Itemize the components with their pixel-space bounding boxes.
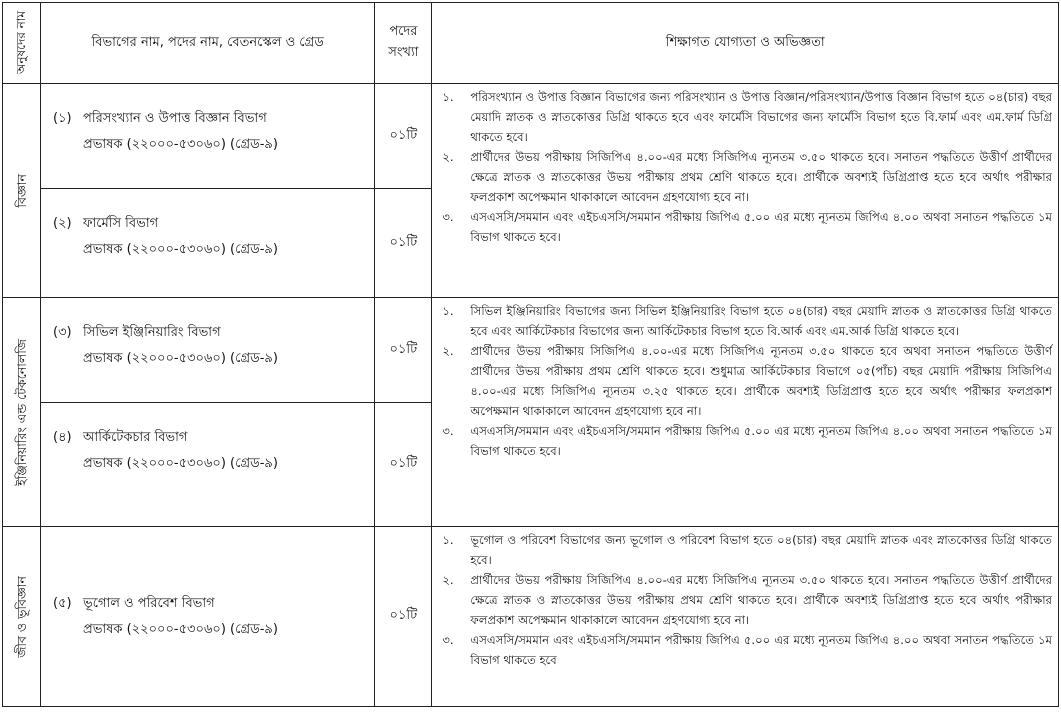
requirement-item xyxy=(442,530,1052,570)
requirement-text: ভূগোল ও পরিবেশ বিভাগের জন্য ভূগোল ও পরিবেশ বিভাগ হতে ০৪(চার) বছর মেয়াদি স্নাতক এবং স্নাতকোত্তর ডিগ্রি থাকতে হবে। xyxy=(470,533,1052,567)
requirement-list xyxy=(442,87,1052,247)
requirement-item xyxy=(442,87,1052,147)
requirement-list xyxy=(442,530,1052,670)
requirement-number: ১. xyxy=(442,533,454,547)
department-header: বিভাগের নাম, পদের নাম, বেতনস্কেল ও গ্রেড xyxy=(41,3,375,84)
post-count: ০১টি xyxy=(375,189,432,298)
department-name: ফার্মেসি বিভাগ xyxy=(83,216,159,231)
requirement-item xyxy=(442,630,1052,670)
post-count: ০১টি xyxy=(375,298,432,403)
department-number: (৩) xyxy=(53,325,72,340)
faculty-header-label: অনুষদের নাম xyxy=(13,11,28,75)
department-name-line xyxy=(53,320,366,346)
requirement-item xyxy=(442,301,1052,341)
department-number: (১) xyxy=(53,111,72,126)
job-requirements-table xyxy=(2,2,1059,707)
requirement-item xyxy=(442,147,1052,207)
requirement-text: সিভিল ইঞ্জিনিয়ারিং বিভাগের জন্য সিভিল ইঞ্জিনিয়ারিং বিভাগ হতে ০৪(চার) বছর মেয়াদি স্নাতক ও স্নাতকোত্তর ডিগ্রি থাকতে হবে এবং আর্কিটেকচার বিভাগের জন্য আর্কিটেকচার বিভাগ হতে বি.আর্ক এবং এম.আর্ক ডিগ্রি থাকতে হবে। xyxy=(470,304,1052,338)
department-cell xyxy=(41,298,375,403)
requirement-text: প্রার্থীদের উভয় পরীক্ষায় সিজিপিএ ৪.০০-এর মধ্যে সিজিপিএ ন্যূনতম ৩.৫০ থাকতে হবে। সনাতন পদ্ধতিতে উত্তীর্ণ প্রার্থীদের ক্ষেত্রে স্নাতক ও স্নাতকোত্তর উভয় পরীক্ষায় প্রথম শ্রেণি থাকতে হবে। প্রার্থীকে অবশ্যই ডিগ্রিপ্রাপ্ত হতে হবে অর্থাৎ পরীক্ষার ফলপ্রকাশ অপেক্ষমান থাকাকালে আবেদন গ্রহণযোগ্য হবে না। xyxy=(470,150,1052,204)
department-name: আর্কিটেকচার বিভাগ xyxy=(83,430,188,445)
faculty-name: বিজ্ঞান xyxy=(14,173,30,208)
department-number: (২) xyxy=(53,216,72,231)
faculty-name-cell xyxy=(3,527,41,707)
requirement-text: পরিসংখ্যান ও উপাত্ত বিজ্ঞান বিভাগের জন্য পরিসংখ্যান ও উপাত্ত বিজ্ঞান/পরিসংখ্যান/উপাত্ত বিজ্ঞান বিভাগ হতে ০৪(চার) বছর মেয়াদি স্নাতক ও স্নাতকোত্তর ডিগ্রি থাকতে হবে এবং ফার্মেসি বিভাগের জন্য ফার্মেসি বিভাগ হতে বি.ফার্ম এবং এম.ফার্ম ডিগ্রি থাকতে হবে। xyxy=(470,90,1052,144)
post-title: প্রভাষক (২২০০০-৫৩০৬০) (গ্রেড-৯) xyxy=(83,456,278,471)
requirement-item xyxy=(442,570,1052,630)
requirement-list xyxy=(442,301,1052,461)
qualification-cell xyxy=(432,84,1059,298)
requirement-text: এসএসসি/সমমান এবং এইচএসসি/সমমান পরীক্ষায় জিপিএ ৫.০০ এর মধ্যে ন্যূনতম জিপিএ ৪.০০ অথবা সনাতন পদ্ধতিতে ১ম বিভাগ থাকতে হবে xyxy=(470,633,1052,667)
faculty-header xyxy=(3,3,41,84)
requirement-text: প্রার্থীদের উভয় পরীক্ষায় সিজিপিএ ৪.০০-এর মধ্যে সিজিপিএ ন্যূনতম ৩.৫০ থাকতে হবে। সনাতন পদ্ধতিতে উত্তীর্ণ প্রার্থীদের ক্ষেত্রে স্নাতক ও স্নাতকোত্তর উভয় পরীক্ষায় প্রথম শ্রেণি থাকতে হবে। প্রার্থীকে অবশ্যই ডিগ্রিপ্রাপ্ত হতে হবে অর্থাৎ পরীক্ষার ফলপ্রকাশ অপেক্ষমান থাকাকালে আবেদন গ্রহণযোগ্য হবে না। xyxy=(470,573,1052,627)
requirement-number: ৩. xyxy=(442,210,454,224)
faculty-name-cell xyxy=(3,298,41,527)
department-name: পরিসংখ্যান ও উপাত্ত বিজ্ঞান বিভাগ xyxy=(83,111,267,126)
requirement-number: ৩. xyxy=(442,424,454,438)
department-name-line xyxy=(53,591,366,617)
requirement-item xyxy=(442,207,1052,247)
post-title: প্রভাষক (২২০০০-৫৩০৬০) (গ্রেড-৯) xyxy=(83,242,278,257)
post-count: ০১টি xyxy=(375,527,432,707)
post-count-header xyxy=(375,3,432,84)
qualification-cell xyxy=(432,527,1059,707)
requirement-number: ১. xyxy=(442,304,454,318)
qualification-header: শিক্ষাগত যোগ্যতা ও অভিজ্ঞতা xyxy=(432,3,1059,84)
requirement-number: ২. xyxy=(442,150,454,164)
department-name-line xyxy=(53,425,366,451)
requirement-text: এসএসসি/সমমান এবং এইচএসসি/সমমান পরীক্ষায় জিপিএ ৫.০০ এর মধ্যে ন্যূনতম জিপিএ ৪.০০ অথবা সনাতন পদ্ধতিতে ১ম বিভাগ থাকতে হবে। xyxy=(470,210,1052,244)
department-cell xyxy=(41,527,375,707)
post-count-header-line2: সংখ্যা xyxy=(388,45,419,60)
department-cell xyxy=(41,189,375,298)
faculty-name: জীব ও ভূবিজ্ঞান xyxy=(14,575,30,658)
department-name-line xyxy=(53,106,366,132)
requirement-item xyxy=(442,421,1052,461)
requirement-number: ২. xyxy=(442,344,454,358)
post-count-header-line1: পদের xyxy=(389,24,418,39)
post-title: প্রভাষক (২২০০০-৫৩০৬০) (গ্রেড-৯) xyxy=(83,351,278,366)
department-name: সিভিল ইঞ্জিনিয়ারিং বিভাগ xyxy=(83,325,221,340)
faculty-name-cell xyxy=(3,84,41,298)
table-row xyxy=(3,298,1059,403)
department-name: ভূগোল ও পরিবেশ বিভাগ xyxy=(83,595,215,611)
requirement-text: প্রার্থীদের উভয় পরীক্ষায় সিজিপিএ ৪.০০-এর মধ্যে সিজিপিএ ন্যূনতম ৩.৫০ থাকতে হবে অথবা সনাতন পদ্ধতিতে উত্তীর্ণ প্রার্থীদের উভয় পরীক্ষায় প্রথম শ্রেণি থাকতে হবে। শুধুমাত্র আর্কিটেকচার বিভাগে ০৫(পাঁচ) বছর মেয়াদি পরীক্ষায় সিজিপিএ ৪.০০-এর মধ্যে সিজিপিএ ন্যূনতম ৩.২৫ থাকতে হবে। প্রার্থীকে অবশ্যই ডিগ্রিপ্রাপ্ত হতে হবে অর্থাৎ পরীক্ষার ফলপ্রকাশ অপেক্ষমান থাকাকালে আবেদন গ্রহণযোগ্য হবে না। xyxy=(470,344,1052,418)
department-number: (৪) xyxy=(53,430,72,445)
requirement-item xyxy=(442,341,1052,421)
department-cell xyxy=(41,84,375,189)
post-count: ০১টি xyxy=(375,403,432,527)
post-title: প্রভাষক (২২০০০-৫৩০৬০) (গ্রেড-৯) xyxy=(83,621,278,637)
requirement-number: ১. xyxy=(442,90,454,104)
post-count: ০১টি xyxy=(375,84,432,189)
department-cell xyxy=(41,403,375,527)
requirement-number: ৩. xyxy=(442,633,454,647)
department-name-line xyxy=(53,211,366,237)
faculty-name: ইঞ্জিনিয়ারিং এন্ড টেকনোলজি xyxy=(14,338,30,486)
requirement-number: ২. xyxy=(442,573,454,587)
header-row xyxy=(3,3,1059,84)
qualification-cell xyxy=(432,298,1059,527)
department-number: (৫) xyxy=(53,595,72,611)
table-row xyxy=(3,527,1059,707)
post-title: প্রভাষক (২২০০০-৫৩০৬০) (গ্রেড-৯) xyxy=(83,137,278,152)
table-row xyxy=(3,84,1059,189)
requirement-text: এসএসসি/সমমান এবং এইচএসসি/সমমান পরীক্ষায় জিপিএ ৫.০০ এর মধ্যে ন্যূনতম জিপিএ ৪.০০ অথবা সনাতন পদ্ধতিতে ১ম বিভাগ থাকতে হবে। xyxy=(470,424,1052,458)
